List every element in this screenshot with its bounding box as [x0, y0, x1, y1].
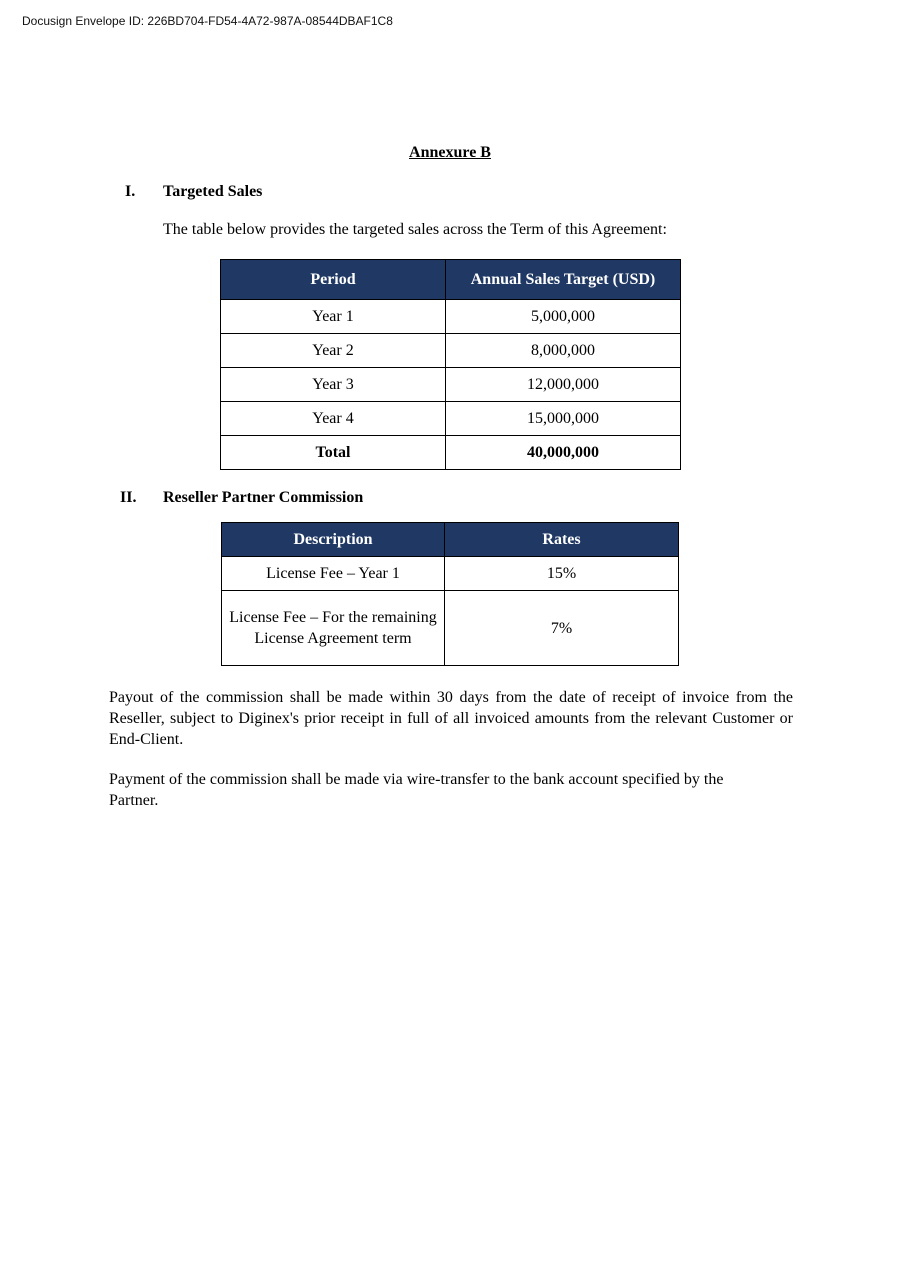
target-cell: 5,000,000	[446, 300, 681, 334]
section-1-number: I.	[125, 183, 136, 200]
description-cell: License Fee – Year 1	[222, 557, 445, 591]
description-cell	[222, 591, 445, 666]
header-period: Period	[221, 260, 446, 300]
table-row	[221, 300, 681, 334]
total-label: Total	[221, 436, 446, 470]
target-cell: 12,000,000	[446, 368, 681, 402]
section-2-number: II.	[120, 489, 137, 506]
table-row	[221, 334, 681, 368]
section-1-intro: The table below provides the targeted sales across the Term of this Agreement:	[163, 221, 667, 238]
header-rates: Rates	[445, 523, 679, 557]
table-row	[221, 402, 681, 436]
description-text: License Fee – For the remaining License Agreement term	[229, 609, 437, 647]
rate-cell: 7%	[445, 591, 679, 666]
payment-paragraph: Payment of the commission shall be made via wire-transfer to the bank account specified by the Partner.	[109, 771, 724, 809]
target-cell: 8,000,000	[446, 334, 681, 368]
payout-paragraph: Payout of the commission shall be made within 30 days from the date of receipt of invoice from the Reseller, subject to Diginex's prior receipt in full of all invoiced amounts from the relevant Customer or End-Client.	[109, 689, 793, 748]
period-cell: Year 1	[221, 300, 446, 334]
table-header-row	[222, 523, 679, 557]
envelope-id: Docusign Envelope ID: 226BD704-FD54-4A72-987A-08544DBAF1C8	[22, 14, 393, 28]
period-cell: Year 3	[221, 368, 446, 402]
target-cell: 15,000,000	[446, 402, 681, 436]
period-cell: Year 2	[221, 334, 446, 368]
page-title: Annexure B	[409, 144, 491, 161]
rate-cell: 15%	[445, 557, 679, 591]
header-annual-target: Annual Sales Target (USD)	[446, 260, 681, 300]
table-row	[222, 591, 679, 666]
total-row	[221, 436, 681, 470]
period-cell: Year 4	[221, 402, 446, 436]
table-header-row	[221, 260, 681, 300]
total-value: 40,000,000	[446, 436, 681, 470]
section-1-heading: Targeted Sales	[163, 183, 263, 200]
section-2-heading: Reseller Partner Commission	[163, 489, 364, 506]
header-description: Description	[222, 523, 445, 557]
table-row	[222, 557, 679, 591]
table-row	[221, 368, 681, 402]
commission-table	[221, 522, 679, 666]
targeted-sales-table	[220, 259, 681, 470]
